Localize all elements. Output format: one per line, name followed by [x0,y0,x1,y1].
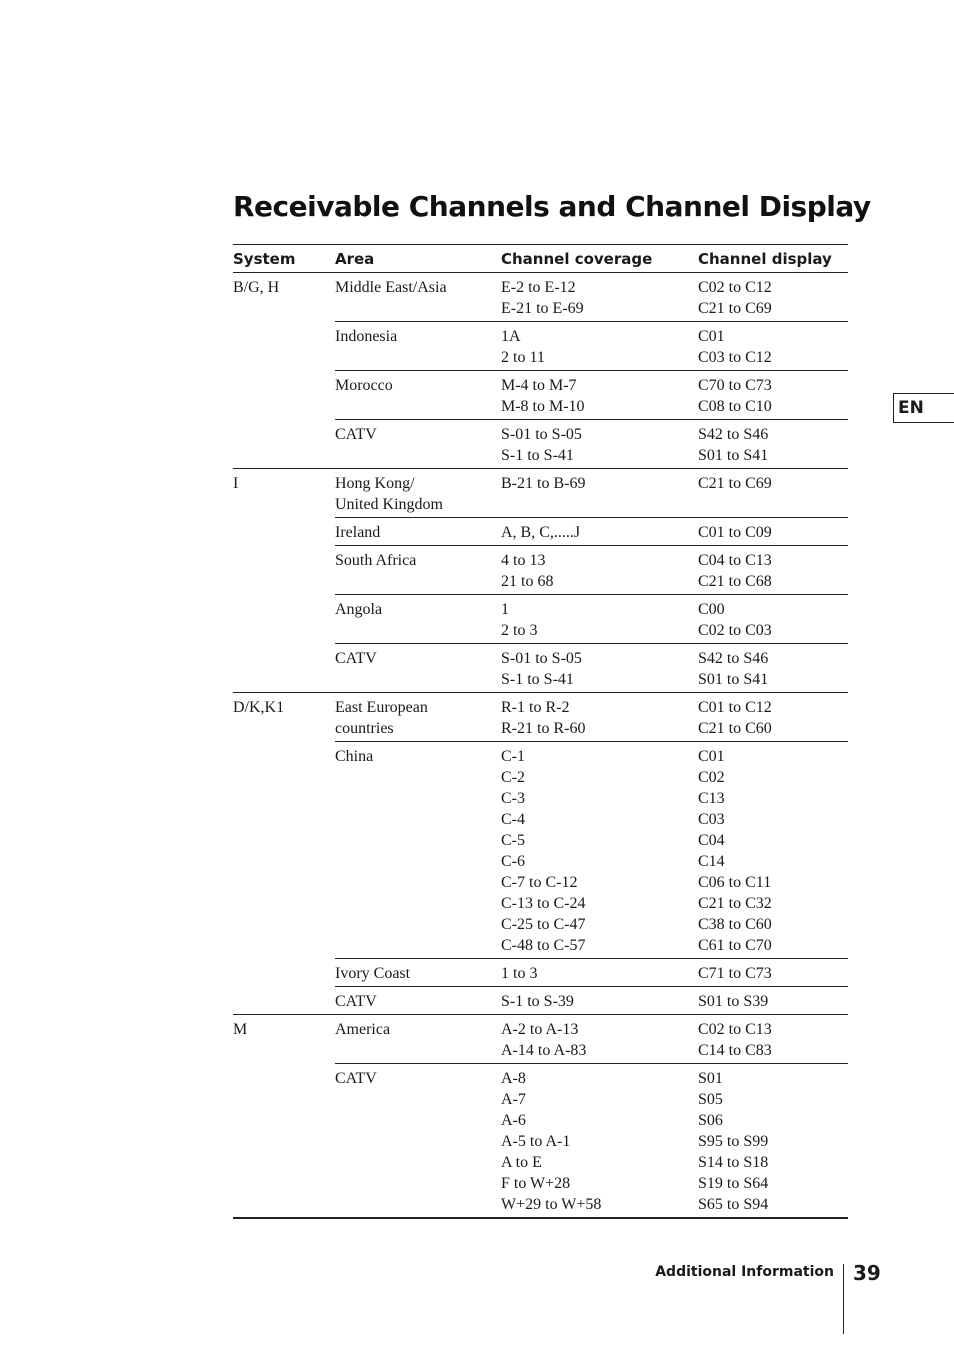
area-cell: South Africa [335,552,417,569]
system-cell: M [233,1021,248,1038]
area-cell: Indonesia [335,328,398,345]
area-cell: East European countries [335,699,428,737]
area-cell: China [335,748,374,765]
display-cell: S42 to S46 S01 to S41 [698,650,769,688]
display-cell: C02 to C12 C21 to C69 [698,279,772,317]
area-cell: CATV [335,993,377,1010]
coverage-cell: C-1 C-2 C-3 C-4 C-5 C-6 C-7 to C-12 C-13 to C-24 C-25 to C-47 C-48 to C-57 [501,748,586,954]
header-channel-coverage: Channel coverage [501,249,653,268]
coverage-cell: S-1 to S-39 [501,993,574,1010]
table-row [335,469,848,518]
display-cell: S01 to S39 [698,993,769,1010]
display-cell: S01 S05 S06 S95 to S99 S14 to S18 S19 to S64 S65 to S94 [698,1070,769,1213]
area-cell: Ireland [335,524,381,541]
header-area: Area [335,249,375,268]
page-number: 39 [853,1261,881,1285]
table-row [335,959,848,987]
header-system: System [233,249,296,268]
coverage-cell: A-2 to A-13 A-14 to A-83 [501,1021,587,1059]
coverage-cell: 4 to 13 21 to 68 [501,552,554,590]
display-cell: C01 C02 C13 C03 C04 C14 C06 to C11 C21 to C32 C38 to C60 C61 to C70 [698,748,772,954]
system-group [233,273,848,469]
system-group [233,469,848,693]
system-cell: I [233,475,239,492]
display-cell: C01 C03 to C12 [698,328,772,366]
table-row [335,518,848,546]
display-cell: C04 to C13 C21 to C68 [698,552,772,590]
display-cell: C21 to C69 [698,475,772,492]
area-rows [335,1015,848,1217]
display-cell: C71 to C73 [698,965,772,982]
display-cell: S42 to S46 S01 to S41 [698,426,769,464]
area-cell: Hong Kong/ United Kingdom [335,475,443,513]
table-row [335,322,848,371]
coverage-cell: S-01 to S-05 S-1 to S-41 [501,426,582,464]
system-cell: D/K,K1 [233,699,285,716]
coverage-cell: S-01 to S-05 S-1 to S-41 [501,650,582,688]
area-cell: CATV [335,650,377,667]
coverage-cell: B-21 to B-69 [501,475,586,492]
system-group [233,1015,848,1217]
channel-table [233,244,848,1219]
area-cell: CATV [335,426,377,443]
table-row [335,987,848,1014]
table-row [335,595,848,644]
language-tab: EN [893,393,954,423]
coverage-cell: 1 2 to 3 [501,601,538,639]
page-title: Receivable Channels and Channel Display [233,190,871,223]
area-cell: Angola [335,601,383,618]
coverage-cell: M-4 to M-7 M-8 to M-10 [501,377,585,415]
table-row [335,693,848,742]
area-rows [335,693,848,1014]
area-cell: America [335,1021,391,1038]
table-row [335,273,848,322]
footer-divider [843,1264,844,1334]
table-row [335,644,848,692]
area-cell: CATV [335,1070,377,1087]
area-cell: Middle East/Asia [335,279,447,296]
table-row [335,1064,848,1217]
table-body [233,273,848,1217]
system-group [233,693,848,1015]
table-row [335,420,848,468]
area-rows [335,273,848,468]
coverage-cell: E-2 to E-12 E-21 to E-69 [501,279,584,317]
table-row [335,371,848,420]
display-cell: C70 to C73 C08 to C10 [698,377,772,415]
coverage-cell: R-1 to R-2 R-21 to R-60 [501,699,586,737]
header-channel-display: Channel display [698,249,832,268]
table-header [233,245,848,273]
display-cell: C01 to C09 [698,524,772,541]
coverage-cell: 1 to 3 [501,965,538,982]
coverage-cell: 1A 2 to 11 [501,328,545,366]
display-cell: C02 to C13 C14 to C83 [698,1021,772,1059]
display-cell: C01 to C12 C21 to C60 [698,699,772,737]
display-cell: C00 C02 to C03 [698,601,772,639]
table-row [335,1015,848,1064]
coverage-cell: A-8 A-7 A-6 A-5 to A-1 A to E F to W+28 W+29 to W+58 [501,1070,602,1213]
coverage-cell: A, B, C,.....J [501,524,581,541]
footer-section-label: Additional Information [655,1264,834,1280]
area-cell: Morocco [335,377,393,394]
system-cell: B/G, H [233,279,280,296]
table-row [335,546,848,595]
table-row [335,742,848,959]
area-cell: Ivory Coast [335,965,411,982]
area-rows [335,469,848,692]
